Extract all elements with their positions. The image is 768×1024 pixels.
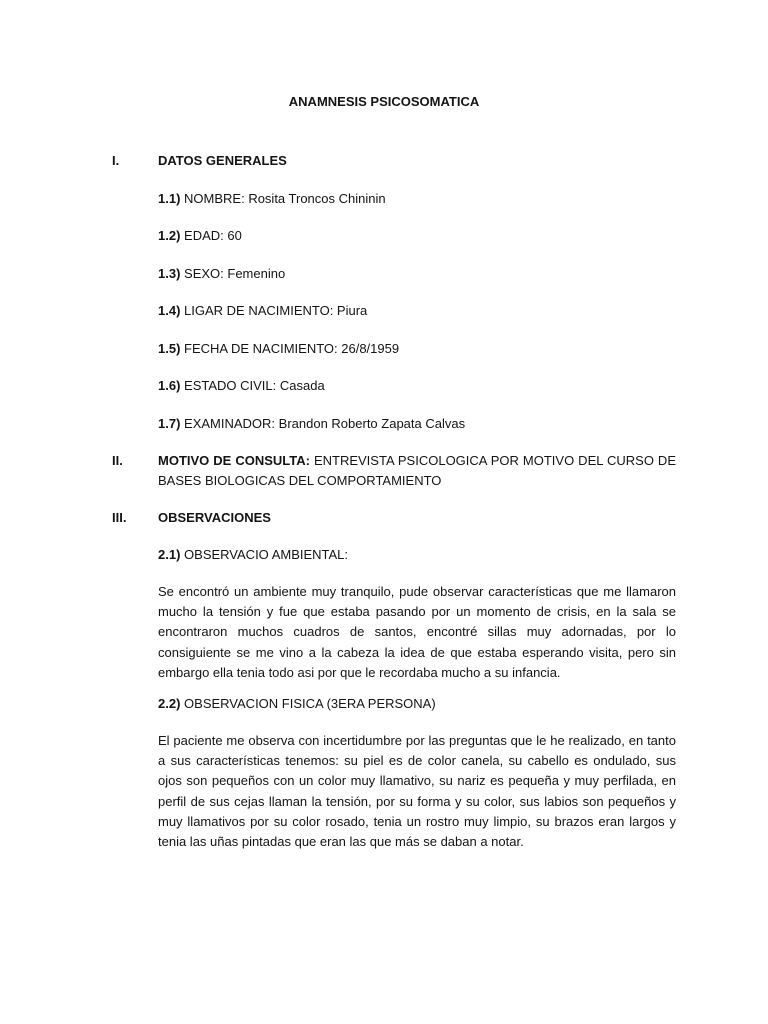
field-fecha-nacimiento <box>158 341 399 356</box>
subsection-heading-ambiental <box>158 547 348 562</box>
field-number: 1.6) <box>158 378 181 393</box>
field-text: FECHA DE NACIMIENTO: 26/8/1959 <box>184 341 400 356</box>
field-text: LIGAR DE NACIMIENTO: Piura <box>184 303 368 318</box>
field-number: 1.4) <box>158 303 181 318</box>
field-number: 1.5) <box>158 341 181 356</box>
field-lugar-nacimiento <box>158 303 367 318</box>
field-text: SEXO: Femenino <box>184 266 286 281</box>
subsection-number: 2.1) <box>158 547 181 562</box>
field-number: 1.1) <box>158 191 181 206</box>
paragraph-ambiental: Se encontró un ambiente muy tranquilo, pude observar características que me llamaron mucho la tensión y fue que estaba pasando por un momento de crisis, en la sala se encontraron muchos cuadros de santos, encontré sillas muy adornadas, por lo consiguiente se me vino a la cabeza la idea de que estaba esperando visita, pero sin embargo ella tenia todo asi por que le recordaba mucho a su infancia. <box>158 584 676 680</box>
motivo-text: ENTREVISTA PSICOLOGICA POR MOTIVO DEL CURSO DE BASES BIOLOGICAS DEL COMPORTAMIENTO <box>158 453 676 488</box>
field-examinador <box>158 416 465 431</box>
field-sexo <box>158 266 285 281</box>
motivo-label: MOTIVO DE CONSULTA: <box>158 453 310 468</box>
section-heading-observaciones: OBSERVACIONES <box>158 510 271 525</box>
motivo-consulta <box>158 451 676 491</box>
subsection-heading-fisica <box>158 696 436 711</box>
field-number: 1.2) <box>158 228 181 243</box>
field-text: ESTADO CIVIL: Casada <box>184 378 325 393</box>
subsection-title: OBSERVACIO AMBIENTAL: <box>184 547 349 562</box>
field-text: EDAD: 60 <box>184 228 242 243</box>
section-number-1: I. <box>112 153 120 168</box>
section-heading-datos-generales: DATOS GENERALES <box>158 153 287 168</box>
subsection-number: 2.2) <box>158 696 181 711</box>
document-title: ANAMNESIS PSICOSOMATICA <box>288 94 480 109</box>
paragraph-fisica: El paciente me observa con incertidumbre por las preguntas que le he realizado, en tanto a sus características tenemos: su piel es de color canela, su cabello es ondulado, sus ojos son pequeños con un color muy llamativo, su nariz es pequeña y muy perfilada, en perfil de sus cejas llaman la tensión, por su forma y su color, sus labios son pequeños y muy llamativos por su color rosado, tenia un rostro muy limpio, su brazos eran largos y tenia las uñas pintadas que eran las que más se daban a notar. <box>158 733 676 850</box>
subsection-title: OBSERVACION FISICA (3ERA PERSONA) <box>184 696 436 711</box>
field-text: NOMBRE: Rosita Troncos Chininin <box>184 191 386 206</box>
field-edad <box>158 228 242 243</box>
field-nombre <box>158 191 386 206</box>
field-estado-civil <box>158 378 325 393</box>
section-number-3: III. <box>112 510 127 525</box>
field-number: 1.7) <box>158 416 181 431</box>
field-text: EXAMINADOR: Brandon Roberto Zapata Calvas <box>184 416 466 431</box>
field-number: 1.3) <box>158 266 181 281</box>
section-number-2: II. <box>112 453 123 468</box>
